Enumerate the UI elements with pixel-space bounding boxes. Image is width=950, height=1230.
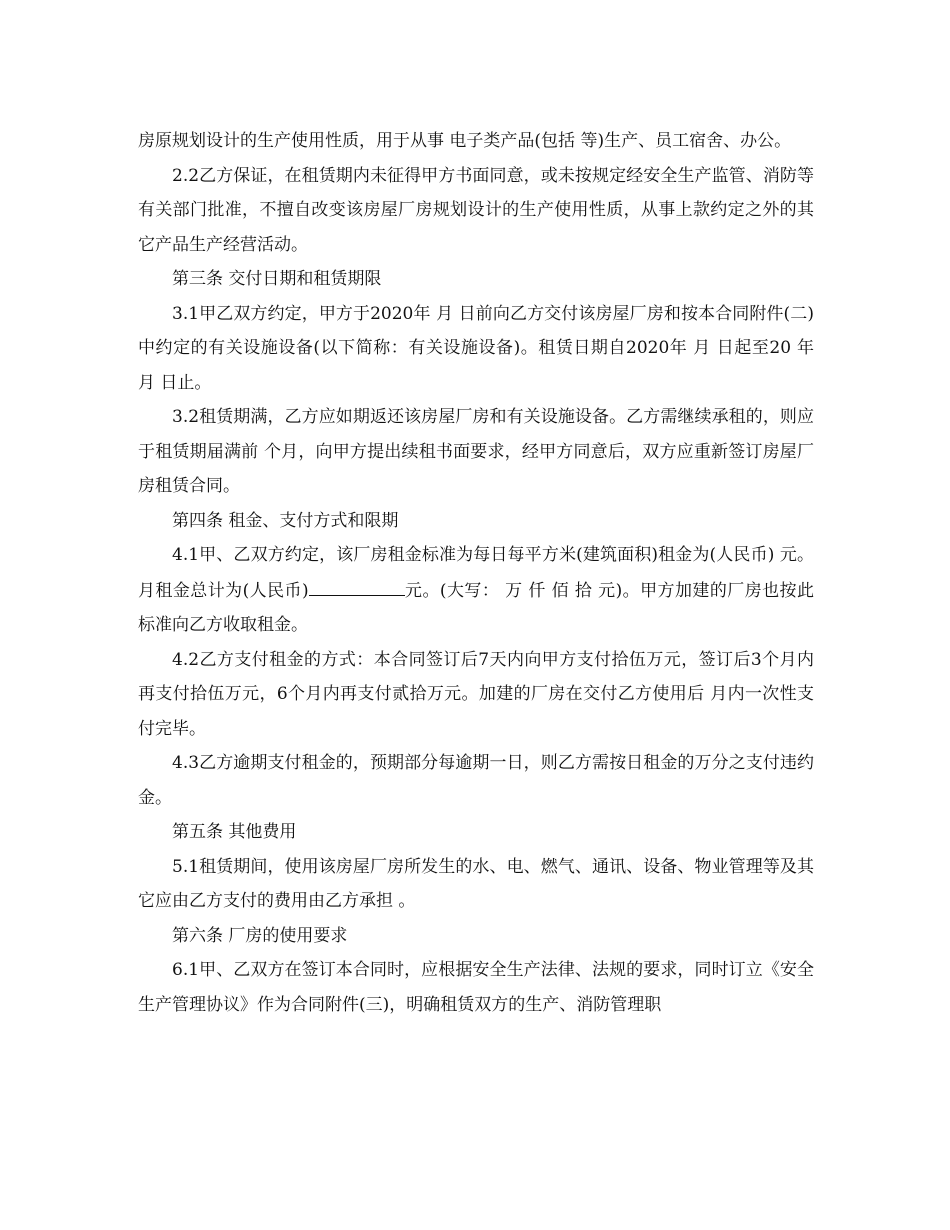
paragraph-4-1-part-b: 元。(大写： 万 仟 佰 拾 元)。甲方加建的厂房也按此标准向乙方收取租金。	[138, 580, 814, 635]
article-5-heading: 第五条 其他费用	[172, 822, 297, 842]
paragraph-3-1: 3.1甲乙双方约定，甲方于2020年 月 日前向乙方交付该房屋厂房和按本合同附件(二)中约定的有关设施设备(以下简称：有关设施设备)。租赁日期自2020年 月 日起至20 年 月 日止。	[138, 303, 814, 393]
article-4-heading: 第四条 租金、支付方式和限期	[172, 510, 399, 531]
paragraph-continuation: 房原规划设计的生产使用性质，用于从事 电子类产品(包括 等)生产、员工宿舍、办公。	[138, 131, 792, 151]
paragraph-4-1	[138, 538, 814, 643]
paragraph-4-2: 4.2乙方支付租金的方式：本合同签订后7天内向甲方支付拾伍万元，签订后3个月内再支付拾伍万元，6个月内再支付贰拾万元。加建的厂房在交付乙方使用后 月内一次性支付完毕。	[138, 649, 814, 739]
paragraph-5-1: 5.1租赁期间，使用该房屋厂房所发生的水、电、燃气、通讯、设备、物业管理等及其它应由乙方支付的费用由乙方承担 。	[138, 856, 814, 911]
paragraph-3-2: 3.2租赁期满，乙方应如期返还该房屋厂房和有关设施设备。乙方需继续承租的，则应于租赁期届满前 个月，向甲方提出续租书面要求，经甲方同意后，双方应重新签订房屋厂房租赁合同。	[138, 407, 814, 496]
article-3-heading: 第三条 交付日期和租赁期限	[172, 269, 382, 289]
paragraph-6-1: 6.1甲、乙双方在签订本合同时，应根据安全生产法律、法规的要求，同时订立《安全生产管理协议》作为合同附件(三)，明确租赁双方的生产、消防管理职	[138, 960, 814, 1015]
paragraph-4-1-part-a: 4.1甲、乙双方约定，该厂房租金标准为每日每平方米(建筑面积)租金为(人民币) 元。月租金总计为(人民币)	[138, 545, 814, 601]
document-body	[138, 124, 814, 1022]
article-6-heading: 第六条 厂房的使用要求	[172, 925, 348, 946]
paragraph-2-2: 2.2乙方保证，在租赁期内未征得甲方书面同意，或未按规定经安全生产监管、消防等有关部门批准，不擅自改变该房屋厂房规划设计的生产使用性质，从事上款约定之外的其它产品生产经营活动。	[138, 165, 814, 255]
monthly-rent-blank	[309, 573, 405, 596]
paragraph-4-3: 4.3乙方逾期支付租金的，预期部分每逾期一日，则乙方需按日租金的万分之支付违约金。	[138, 753, 814, 808]
